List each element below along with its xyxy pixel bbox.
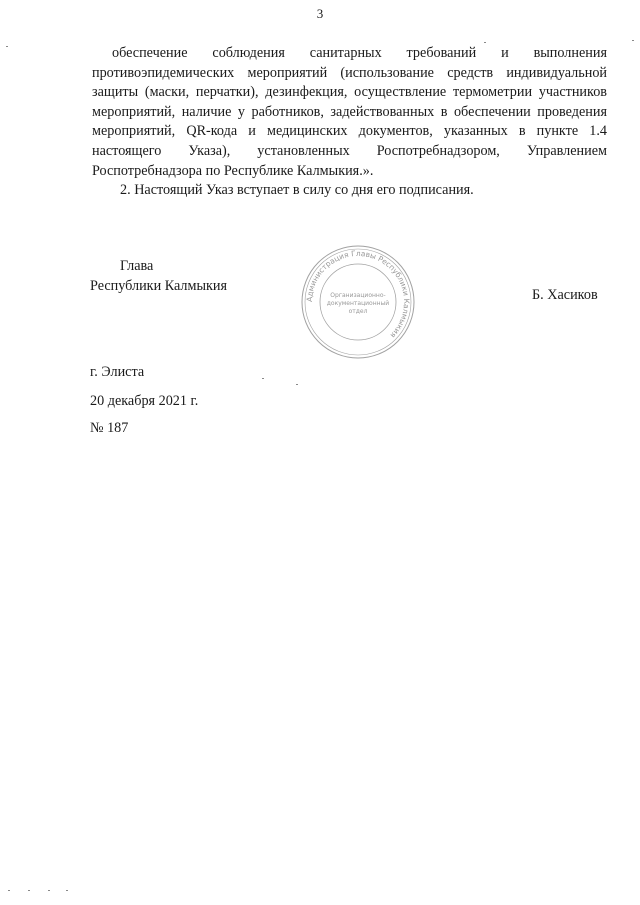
- document-body: [92, 44, 607, 201]
- signatory-name: Б. Хасиков: [532, 287, 598, 303]
- signatory-title-line-2: Республики Калмыкия: [90, 278, 228, 294]
- scan-speck: [296, 384, 298, 385]
- svg-text:документационный: документационный: [326, 300, 390, 307]
- signing-place: г. Элиста: [90, 364, 145, 380]
- svg-text:отдел: отдел: [348, 308, 368, 315]
- seal-ring-text: Администрация Главы Республики Калмыкия: [304, 248, 412, 340]
- scan-speck: [262, 378, 264, 379]
- body-paragraph: обеспечение соблюдения санитарных требований и выполнения противоэпидемических мероприятий (использование средств индивидуальной защиты (маски, перчатки), дезинфекция, осуществление термометрии участников мероприятий, наличие у работников, задействованных в обеспечении проведения мероприятий, QR-кода и медицинских документов, указанных в пункте 1.4 настоящего Указа), установленных Роспотребнадзором, Управлением Роспотребнадзора по Республике Калмыкия.».: [92, 45, 607, 179]
- official-seal-stamp: [298, 242, 418, 362]
- scan-speck: [484, 42, 486, 43]
- signatory-title-line-1: Глава: [120, 258, 154, 274]
- page-number: 3: [316, 6, 324, 21]
- scan-speck: [6, 46, 8, 47]
- signing-date: 20 декабря 2021 г.: [90, 393, 199, 409]
- scan-speck: [66, 890, 68, 891]
- decree-number: № 187: [90, 420, 129, 436]
- scan-speck: [48, 890, 50, 891]
- scan-speck: [632, 40, 634, 41]
- scan-speck: [28, 890, 30, 891]
- scan-speck: [8, 890, 10, 891]
- body-paragraph: 2. Настоящий Указ вступает в силу со дня его подписания.: [120, 182, 474, 199]
- svg-text:Организационно-: Организационно-: [330, 292, 386, 299]
